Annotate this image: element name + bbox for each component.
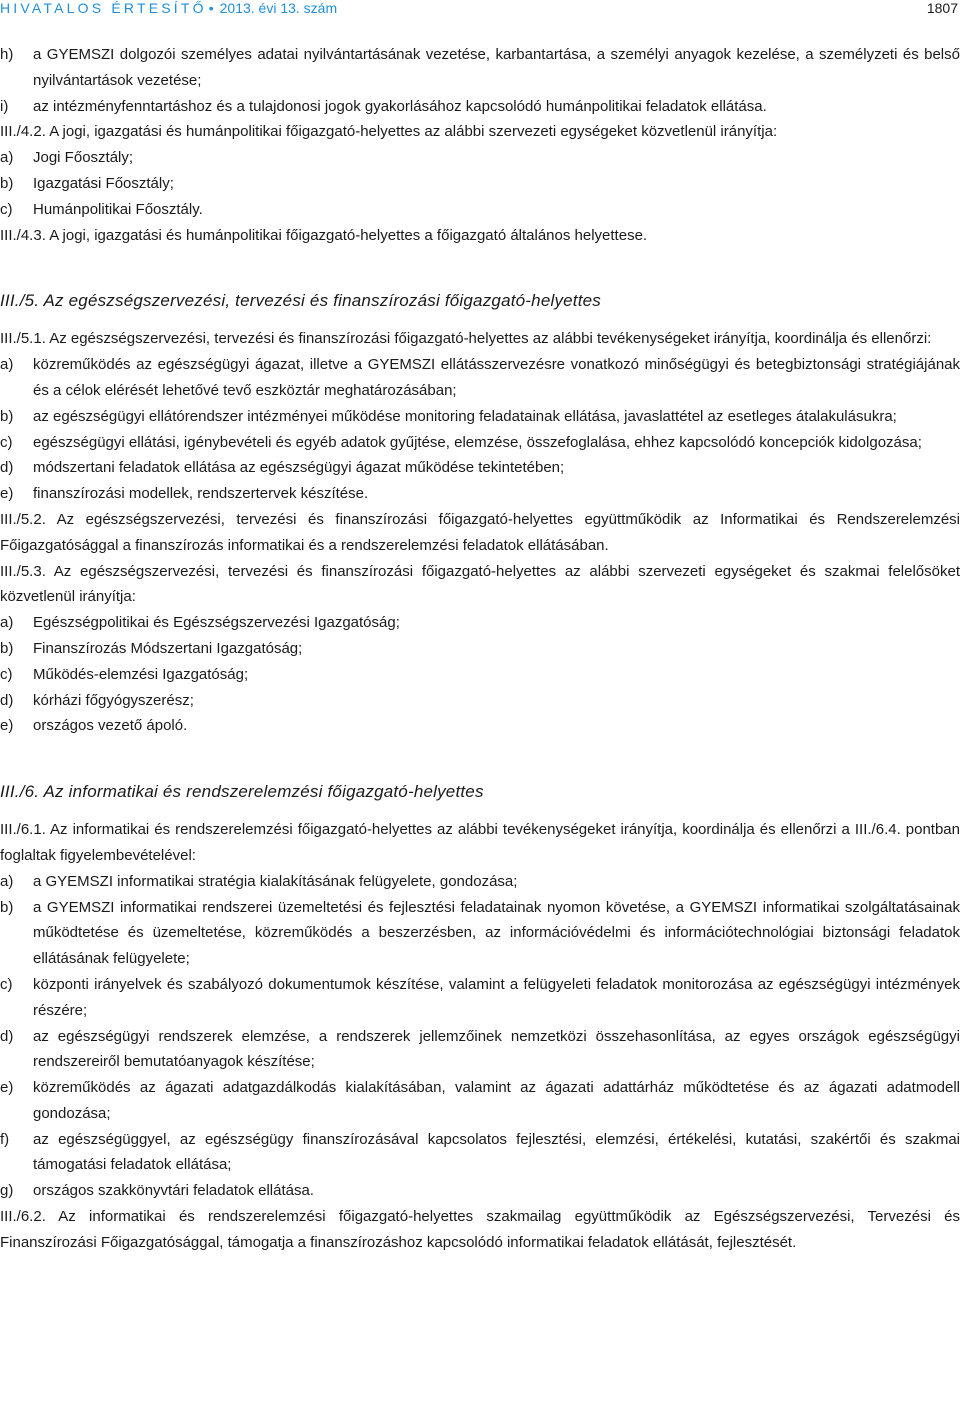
list-item (0, 688, 960, 714)
paragraph: III./4.2. A jogi, igazgatási és humánpolitikai főigazgató-helyettes az alábbi szervezeti egységeket közvetlenül irányítja: (0, 123, 778, 141)
list-item-label: f) (0, 1130, 10, 1148)
list-item (0, 404, 960, 430)
list-item (0, 610, 960, 636)
list-item-label: b) (0, 174, 14, 192)
paragraph: III./5.3. Az egészségszervezési, tervezési és finanszírozási főigazgató-helyettes az alábbi szervezeti egységeket és szakmai felelősöket közvetlenül irányítja: (0, 562, 960, 606)
list-item-text: az intézményfenntartáshoz és a tulajdonosi jogok gyakorlásához kapcsolódó humánpolitikai feladatok ellátása. (33, 97, 767, 115)
paragraph: III./5.2. Az egészségszervezési, tervezési és finanszírozási főigazgató-helyettes együttműködik az Informatikai és Rendszerelemzési Főigazgatósággal a finanszírozás informatikai és a rendszerelemzési feladatok ellátásában. (0, 510, 960, 554)
list-item (0, 94, 960, 120)
paragraph: III./4.3. A jogi, igazgatási és humánpolitikai főigazgató-helyettes a főigazgató általános helyettese. (0, 226, 648, 244)
list-item-label: b) (0, 407, 14, 425)
publication-title: HIVATALOS ÉRTESÍTŐ (0, 0, 207, 16)
list-item-text: közreműködés az ágazati adatgazdálkodás kialakításában, valamint az ágazati adattárház működtetése és az ágazati adatmodell gondozása; (33, 1079, 960, 1122)
list-item (0, 455, 960, 481)
list-item-text: az egészségügyi rendszerek elemzése, a rendszerek jellemzőinek nemzetközi összehasonlítása, az egyes országok egészségügyi rendszereiről bemutatóanyagok készítése; (33, 1027, 960, 1071)
list-item (0, 869, 960, 895)
list-item (0, 1075, 960, 1127)
issue-number: 2013. évi 13. szám (219, 0, 338, 16)
list-item-label: e) (0, 1079, 14, 1097)
paragraph: III./5.1. Az egészségszervezési, tervezési és finanszírozási főigazgató-helyettes az alábbi tevékenységeket irányítja, koordinálja és ellenőrzi: (0, 330, 932, 348)
list-item-label: c) (0, 433, 13, 451)
list-item (0, 895, 960, 972)
page-header (0, 0, 960, 24)
list-item-label: d) (0, 459, 14, 477)
list-item-label: e) (0, 485, 14, 503)
list-item (0, 352, 960, 404)
list-item (0, 145, 960, 171)
list-item (0, 636, 960, 662)
list-item-text: Egészségpolitikai és Egészségszervezési Igazgatóság; (33, 614, 400, 632)
list-item-text: országos szakkönyvtári feladatok ellátása. (33, 1182, 314, 1200)
list-item-label: e) (0, 717, 14, 735)
list-item (0, 430, 960, 456)
list-item-text: a GYEMSZI informatikai stratégia kialakításának felügyelete, gondozása; (33, 872, 518, 890)
list-item-text: az egészségüggyel, az egészségügy finanszírozásával kapcsolatos fejlesztési, elemzési, értékelési, kutatási, szakértői és szakmai támogatási feladatok ellátása; (33, 1130, 960, 1174)
list-item-text: Finanszírozás Módszertani Igazgatóság; (33, 639, 303, 657)
list-item-text: az egészségügyi ellátórendszer intézményei működése monitoring feladatainak ellátása, javaslattétel az esetleges átalakulásukra; (33, 407, 897, 425)
list-item-label: g) (0, 1182, 14, 1200)
list-item-label: b) (0, 898, 14, 916)
list-item-label: d) (0, 1027, 14, 1045)
list-item-text: központi irányelvek és szabályozó dokumentumok készítése, valamint a felügyeleti feladatok monitorozása az egészségügyi intézmények részére; (33, 975, 960, 1019)
list-item (0, 42, 960, 94)
separator-bullet: • (208, 0, 214, 16)
list-item-text: Jogi Főosztály; (33, 149, 134, 167)
running-head (0, 0, 337, 16)
list-item (0, 171, 960, 197)
list-item-label: a) (0, 872, 14, 890)
list-item (0, 197, 960, 223)
list-item (0, 481, 960, 507)
list-item-label: a) (0, 356, 14, 374)
list-item-label: c) (0, 975, 13, 993)
section-heading: III./6. Az informatikai és rendszerelemzési főigazgató-helyettes (0, 782, 484, 802)
list-item-text: országos vezető ápoló. (33, 717, 188, 735)
list-item-text: közreműködés az egészségügyi ágazat, illetve a GYEMSZI ellátásszervezésre vonatkozó minőségügyi és betegbiztonsági stratégiájának és a célok elérését lehetővé tevő eszköztár meghatározásában; (33, 356, 960, 399)
list-item (0, 1024, 960, 1076)
list-item-label: a) (0, 614, 14, 632)
list-item (0, 1178, 960, 1204)
list-item-label: h) (0, 46, 14, 63)
list-item-text: egészségügyi ellátási, igénybevételi és egyéb adatok gyűjtése, elemzése, összefoglalása, ehhez kapcsolódó koncepciók kidolgozása; (33, 433, 922, 451)
list-item-text: Működés-elemzési Igazgatóság; (33, 665, 249, 683)
list-item-label: a) (0, 149, 14, 167)
list-item (0, 972, 960, 1024)
list-item-text: kórházi főgyógyszerész; (33, 691, 194, 709)
list-item-text: finanszírozási modellek, rendszertervek készítése. (33, 485, 369, 503)
list-item-label: d) (0, 691, 14, 709)
document-body (0, 42, 960, 1256)
list-item-label: b) (0, 639, 14, 657)
list-item-text: módszertani feladatok ellátása az egészségügyi ágazat működése tekintetében; (33, 459, 565, 477)
list-item (0, 713, 960, 739)
list-item-text: a GYEMSZI dolgozói személyes adatai nyilvántartásának vezetése, karbantartása, a személyi anyagok kezelése, a személyzeti és belső nyilvántartások vezetése; (33, 46, 960, 89)
list-item-label: c) (0, 200, 13, 218)
list-item (0, 662, 960, 688)
page-number: 1807 (926, 0, 958, 16)
list-item-text: a GYEMSZI informatikai rendszerei üzemeltetési és fejlesztési feladatainak nyomon követése, a GYEMSZI informatikai szolgáltatásainak működtetése és üzemeltetése, közreműködés a beszerzésben, az információvédelmi és információtechnológiai biztonsági feladatok ellátásának felügyelete; (33, 898, 960, 968)
paragraph: III./6.1. Az informatikai és rendszerelemzési főigazgató-helyettes az alábbi tevékenységeket irányítja, koordinálja és ellenőrzi a III./6.4. pontban foglaltak figyelembevételével: (0, 821, 960, 864)
list-item-label: c) (0, 665, 13, 683)
list-item (0, 1127, 960, 1179)
list-item-label: i) (0, 97, 9, 115)
list-item-text: Humánpolitikai Főosztály. (33, 200, 203, 218)
list-item-text: Igazgatási Főosztály; (33, 174, 174, 192)
paragraph: III./6.2. Az informatikai és rendszerelemzési főigazgató-helyettes szakmailag együttműködik az Egészségszervezési, Tervezési és Finanszírozási Főigazgatósággal, támogatja a finanszírozáshoz kapcsolódó informatikai feladatok ellátását, fejlesztését. (0, 1208, 960, 1251)
section-heading: III./5. Az egészségszervezési, tervezési és finanszírozási főigazgató-helyettes (0, 291, 602, 311)
